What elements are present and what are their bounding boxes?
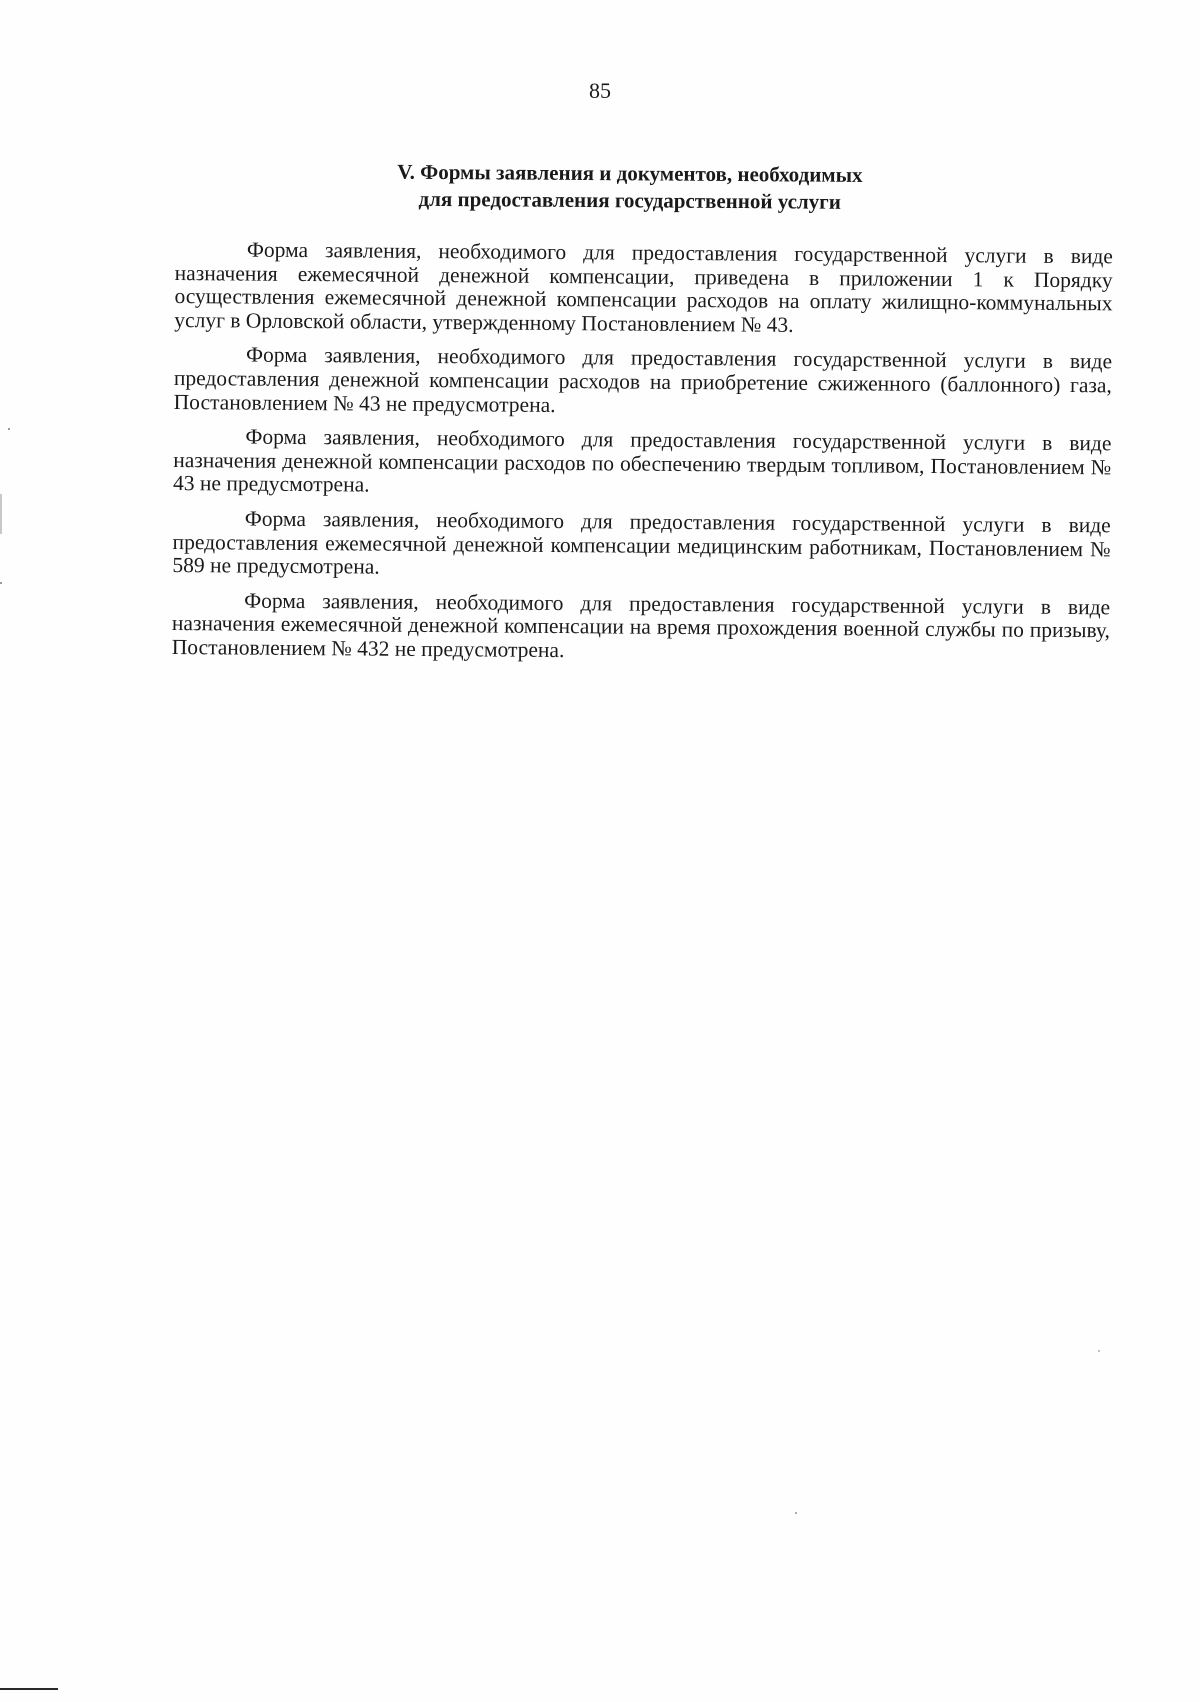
scan-artifact (795, 1512, 797, 1514)
paragraph-2: Форма заявления, необходимого для предоставления государственной услуги в виде предоставления денежной компенсации расходов на приобретение сжиженного (баллонного) газа, Постановлением № 43 не предусмотрена. (173, 342, 1113, 417)
paragraph-1: Форма заявления, необходимого для предоставления государственной услуги в виде назначения ежемесячной денежной компенсации, приведена в приложении 1 к Порядку осуществления ежемесячной денежной компенсации расходов на оплату жилищно-коммунальных услуг в Орловской области, утвержденному Постановлением № 43. (174, 237, 1113, 337)
page-number: 85 (589, 78, 611, 103)
scan-artifact (0, 582, 2, 584)
section-title-line-2: для предоставления государственной услуги (418, 186, 841, 214)
scan-artifact (1098, 1350, 1100, 1352)
document-body (172, 238, 1113, 667)
scan-artifact (0, 494, 2, 534)
scan-artifact (8, 428, 10, 430)
paragraph-3: Форма заявления, необходимого для предоставления государственной услуги в виде назначения денежной компенсации расходов по обеспечению твердым топливом, Постановлением № 43 не предусмотрена. (172, 424, 1112, 497)
paragraph-4: Форма заявления, необходимого для предоставления государственной услуги в виде предоставления ежемесячной денежной компенсации медицинским работникам, Постановлением № 589 не предусмотрена. (172, 506, 1111, 579)
section-title-line-1: V. Формы заявления и документов, необходимых (397, 159, 863, 187)
section-title (300, 158, 960, 217)
scan-edge-line (0, 1688, 58, 1690)
paragraph-5: Форма заявления, необходимого для предоставления государственной услуги в виде назначения ежемесячной денежной компенсации на время прохождения военной службы по призыву, Постановлением № 432 не предусмотрена. (171, 588, 1111, 662)
